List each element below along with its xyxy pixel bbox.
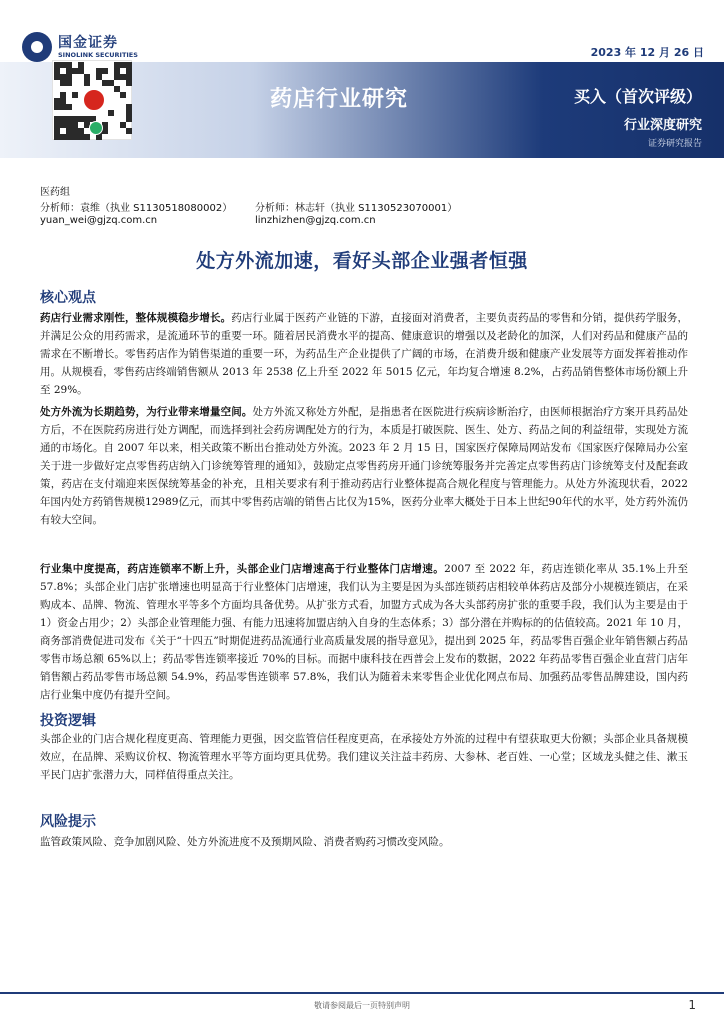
banner-title: 药店行业研究	[270, 87, 409, 112]
qr-module	[66, 68, 72, 74]
qr-module	[54, 74, 60, 80]
qr-module	[60, 122, 66, 128]
rating-label: 买入（首次评级）	[573, 87, 702, 106]
report-date: 2023 年 12 月 26 日	[590, 46, 704, 59]
core-view-2-lead: 处方外流为长期趋势，为行业带来增量空间。	[40, 406, 253, 418]
core-view-3-lead: 行业集中度提高，药店连锁率不断上升，头部企业门店增速高于行业整体门店增速。	[40, 563, 445, 575]
analyst-1: 分析师：袁维（执业 S1130518080002）	[40, 203, 233, 214]
qr-module	[66, 62, 72, 68]
qr-module	[60, 116, 66, 122]
qr-module	[78, 134, 84, 140]
analyst-1-email[interactable]: yuan_wei@gjzq.com.cn	[40, 215, 158, 226]
risk-paragraph: 监管政策风险、竞争加剧风险、处方外流进度不及预期风险、消费者购药习惯改变风险。	[40, 836, 450, 848]
qr-module	[84, 134, 90, 140]
qr-module	[126, 128, 132, 134]
qr-module	[120, 122, 126, 128]
qr-module	[72, 68, 78, 74]
qr-module	[114, 86, 120, 92]
qr-module	[126, 74, 132, 80]
qr-module	[102, 68, 108, 74]
company-name-cn: 国金证券	[58, 35, 118, 51]
qr-module	[72, 134, 78, 140]
core-view-paragraph-2	[40, 403, 688, 529]
qr-module	[54, 62, 60, 68]
qr-module	[54, 134, 60, 140]
qr-module	[72, 122, 78, 128]
qr-module	[126, 62, 132, 68]
footer-disclaimer[interactable]: 敬请参阅最后一页特别声明	[314, 1001, 410, 1010]
qr-module	[72, 92, 78, 98]
page-number: 1	[688, 998, 696, 1012]
wechat-icon	[89, 121, 103, 135]
qr-module	[120, 62, 126, 68]
qr-logo-icon	[82, 88, 106, 112]
qr-module	[114, 62, 120, 68]
section-title-risk: 风险提示	[40, 814, 96, 830]
qr-module	[54, 122, 60, 128]
qr-code-icon	[52, 60, 132, 140]
qr-module	[60, 74, 66, 80]
qr-module	[66, 134, 72, 140]
qr-module	[60, 98, 66, 104]
analyst-2: 分析师：林志轩（执业 S1130523070001）	[255, 203, 458, 214]
qr-module	[126, 68, 132, 74]
qr-module	[60, 92, 66, 98]
qr-module	[96, 74, 102, 80]
qr-module	[66, 74, 72, 80]
footer-divider	[0, 992, 724, 994]
qr-module	[114, 74, 120, 80]
core-view-2-text: 处方外流又称处方外配，是指患者在医院进行疾病诊断治疗，由医师根据治疗方案开具药品处方后，不在医院药房进行处方调配，而选择到社会药房调配处方的行为，本质是打破医院、医生、处方、药品之间的利益纽带，实现处方流通的市场化。自 2007 年以来，相关政策不断出台推动处方外流。2023 年 2 月 15 日，国家医疗保障局网站发布《国家医疗保障局办公室关于进一步做好定点零售药店纳入门诊统筹管理的通知》，鼓励定点零售药房开通门诊统筹服务并完善定点零售药店门诊统筹支付及配套政策，药店在支付端迎来医保统筹基金的补充，且相关要求有利于推动药店行业整体提高合规化程度与管理能力。从处方外流现状看，2022 年国内处方药销售规模12989亿元，而其中零售药店端的销售占比仅为15%，医药分业率大概处于日本上世纪90年代的水平，处方药外流仍有较大空间。	[40, 406, 688, 526]
qr-module	[66, 128, 72, 134]
logo-mark-icon	[22, 32, 52, 62]
qr-module	[54, 116, 60, 122]
qr-module	[66, 104, 72, 110]
company-name-en: SINOLINK SECURITIES	[58, 51, 138, 59]
qr-module	[78, 128, 84, 134]
analyst-2-email[interactable]: linzhizhen@gjzq.com.cn	[255, 215, 376, 226]
qr-module	[84, 116, 90, 122]
company-logo	[22, 30, 162, 64]
qr-module	[108, 80, 114, 86]
report-headline: 处方外流加速，看好头部企业强者恒强	[196, 250, 528, 272]
report-subtitle: 证券研究报告	[647, 139, 702, 149]
qr-module	[54, 98, 60, 104]
qr-module	[78, 68, 84, 74]
qr-module	[60, 134, 66, 140]
qr-module	[78, 116, 84, 122]
qr-module	[126, 104, 132, 110]
qr-module	[120, 92, 126, 98]
section-title-core-views: 核心观点	[40, 290, 96, 306]
qr-module	[72, 116, 78, 122]
section-title-investment: 投资逻辑	[40, 713, 96, 729]
qr-module	[66, 80, 72, 86]
qr-module	[126, 116, 132, 122]
core-view-1-text: 药店行业属于医药产业链的下游，直接面对消费者，主要负责药品的零售和分销，提供药学服务，并满足公众的用药需求，是流通环节的重要一环。随着居民消费水平的提高、健康意识的增强以及老龄化的加深，人们对药品和健康产品的需求在不断增长。零售药店作为销售渠道的重要一环，为药品生产企业提供了广阔的市场，在消费升级和健康产业发展等方面发挥着推动作用。从规模看，零售药店终端销售额从 2013 年 2538 亿上升至 2022 年 5015 亿元，年均复合增速 8.2%，占药品销售整体市场份额上升至 29%。	[40, 312, 688, 396]
core-view-paragraph-3	[40, 560, 688, 704]
qr-module	[72, 128, 78, 134]
core-view-paragraph-1	[40, 309, 688, 399]
qr-module	[102, 80, 108, 86]
qr-module	[126, 110, 132, 116]
qr-module	[60, 80, 66, 86]
report-type: 行业深度研究	[623, 118, 702, 133]
qr-module	[60, 104, 66, 110]
sector-group: 医药组	[40, 187, 70, 198]
qr-module	[60, 62, 66, 68]
qr-module	[108, 110, 114, 116]
investment-paragraph: 头部企业的门店合规化程度更高、管理能力更强，因交监管信任程度更高，在承接处方外流的过程中有望获取更大份额；头部企业具备规模效应，在品牌、采购议价权、物流管理水平等方面均更具优势。我们建议关注益丰药房、大参林、老百姓、一心堂；区域龙头健之佳、漱玉平民门店扩张潜力大，同样值得重点关注。	[40, 733, 688, 781]
qr-module	[126, 80, 132, 86]
qr-module	[78, 62, 84, 68]
qr-module	[66, 116, 72, 122]
qr-module	[54, 128, 60, 134]
qr-module	[114, 68, 120, 74]
qr-module	[54, 104, 60, 110]
qr-module	[96, 68, 102, 74]
qr-module	[120, 74, 126, 80]
qr-module	[66, 122, 72, 128]
core-view-1-lead: 药店行业需求刚性，整体规模稳步增长。	[40, 312, 232, 324]
core-view-3-text: 2007 至 2022 年，药店连锁化率从 35.1%上升至 57.8%；头部企业门店扩张增速也明显高于行业整体门店增速，我们认为主要是因为头部连锁药店相较单体药店及部分小规模连锁店，在采购成本、品牌、物流、管理水平等多个方面均具备优势。从扩张方式看，加盟方式成为各大头部药房扩张的重要手段，我们认为主要是由于 1）资金占用少；2）头部企业管理能力强、有能力迅速将加盟店纳入自身的生态体系；3）部分潜在并购标的的估值较高。2021 年 10 月，商务部消费促进司发布《关于“十四五”时期促进药品流通行业高质量发展的指导意见》，提出到 2025 年，药品零售百强企业年销售额占药品零售市场总额 65%以上；药品零售连锁率接近 70%的目标。而据中康科技在西普会上发布的数据，2022 年药品零售百强企业直营门店年销售额占药品零售市场总额 54.9%，药品零售连锁率 57.8%，我们认为随着未来零售企业优化网点布局、加强药品零售品牌建设，国内药店行业集中度仍有提升空间。	[40, 563, 688, 701]
qr-module	[84, 74, 90, 80]
qr-module	[84, 80, 90, 86]
qr-module	[54, 68, 60, 74]
